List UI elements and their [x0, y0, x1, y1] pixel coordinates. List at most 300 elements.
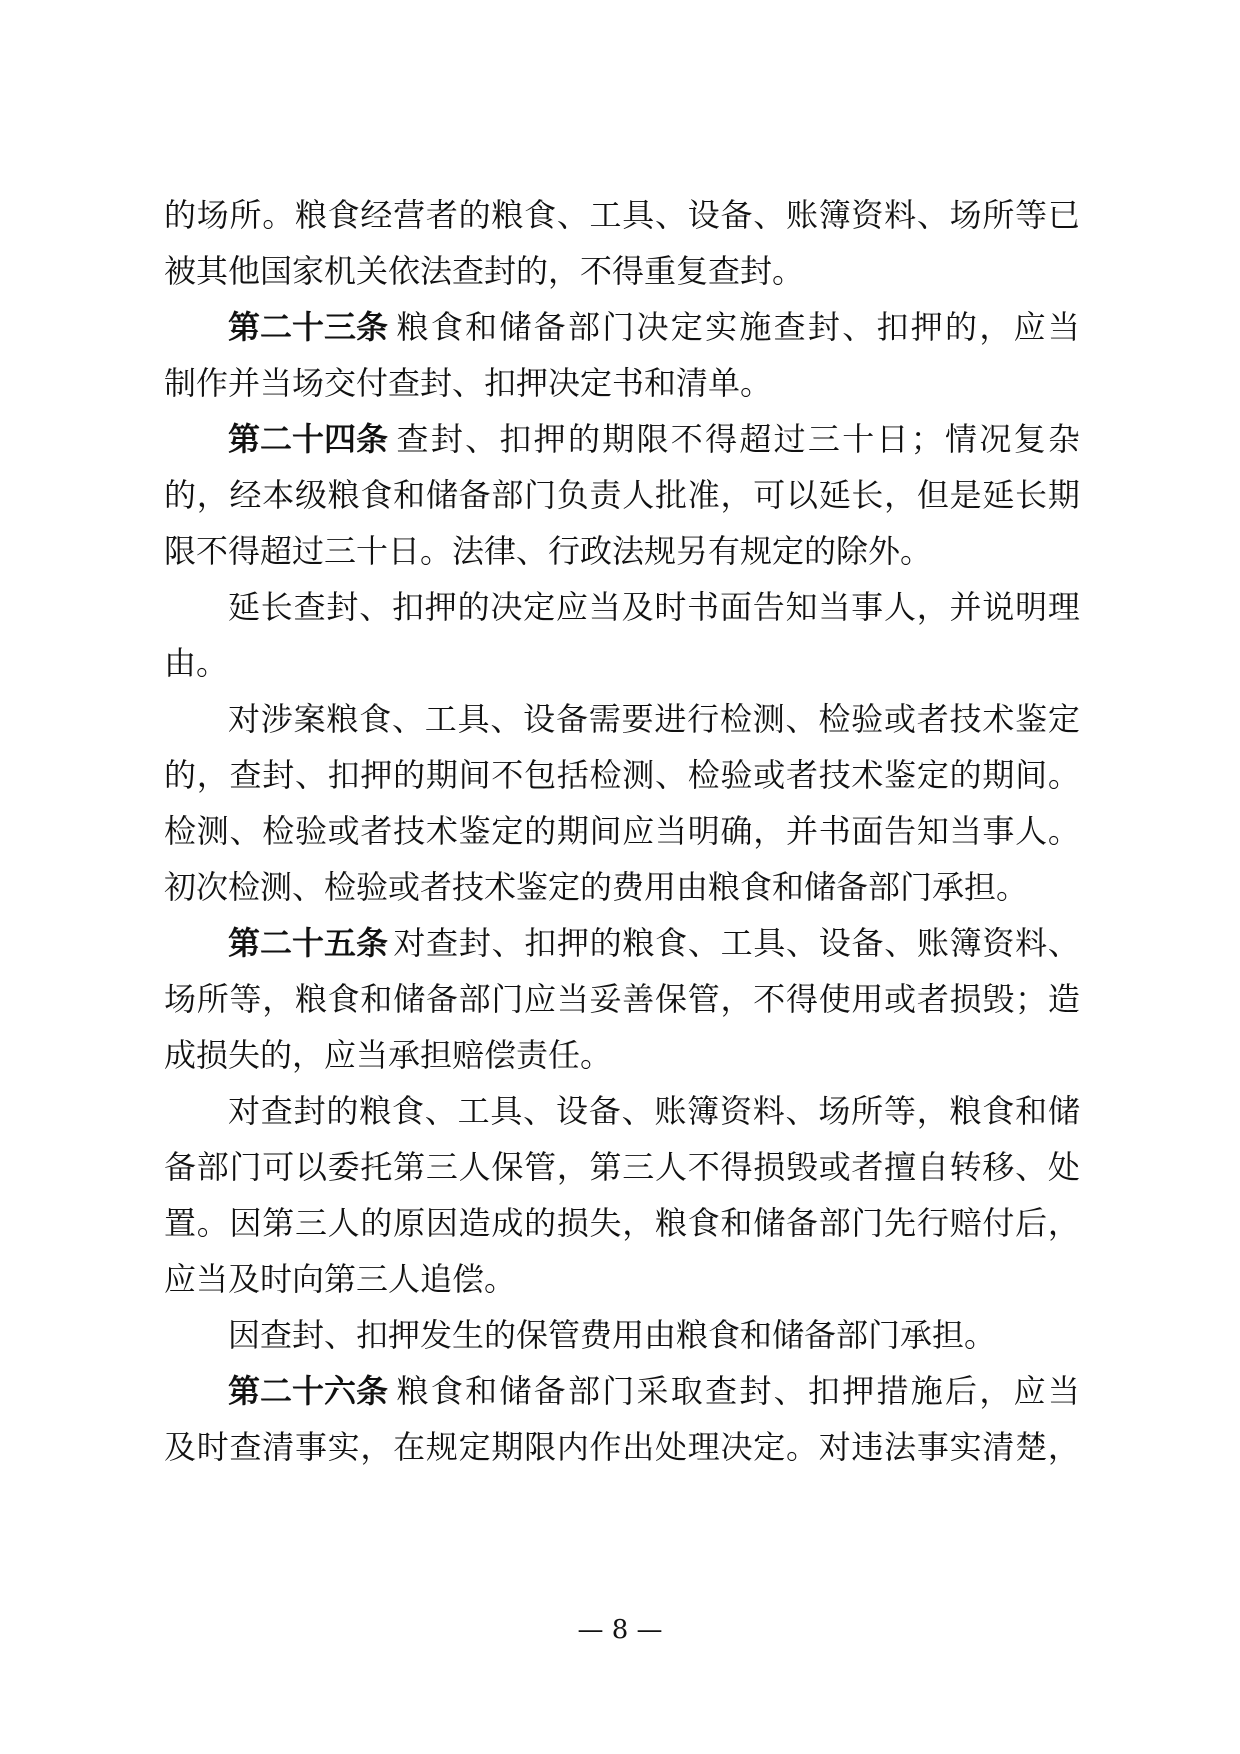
text-char: 押: [842, 1372, 875, 1410]
text-char: 所: [982, 196, 1015, 234]
text-char: 经: [229, 476, 262, 514]
text-char: 后: [945, 1372, 978, 1410]
text-char: 、: [655, 756, 688, 794]
text-char: 行: [916, 1204, 949, 1242]
text-char: 委: [327, 1148, 360, 1186]
text-char: 出: [622, 1428, 655, 1466]
text-char: 粮: [655, 1204, 688, 1242]
article-gap: [389, 917, 393, 969]
text-char: 书: [687, 588, 720, 626]
text-char: 面: [851, 812, 884, 850]
article-heading: 第二十四条: [228, 420, 389, 458]
text-char: 检: [687, 756, 720, 794]
text-char: 查: [705, 1372, 738, 1410]
text-char: 、: [621, 1092, 654, 1130]
text-char: 施: [739, 308, 772, 346]
text-char: 先: [884, 1204, 917, 1242]
text-char: 的: [949, 756, 982, 794]
text-char: 储: [1047, 1092, 1080, 1130]
text-char: 取: [670, 1372, 703, 1410]
text-char: 不: [670, 420, 703, 458]
text-char: 和: [360, 980, 393, 1018]
text-char: 可: [262, 1148, 295, 1186]
article-gap: [390, 1365, 394, 1417]
text-char: 、: [490, 700, 523, 738]
text-char: 要: [621, 700, 654, 738]
text-char: 人: [1015, 812, 1048, 850]
text-char: 实: [949, 1428, 982, 1466]
text-char: 、: [465, 420, 498, 458]
text-char: 扣: [876, 308, 909, 346]
text-char: 应: [1013, 308, 1046, 346]
text-char: 、: [359, 588, 392, 626]
text-char: 者: [360, 812, 393, 850]
text-char: 作: [589, 1428, 622, 1466]
text-char: 储: [753, 1204, 786, 1242]
text-char: 应: [555, 588, 588, 626]
text-char: 料: [884, 196, 917, 234]
text-char: 门: [851, 1204, 884, 1242]
text-char: 定: [1047, 700, 1080, 738]
text-char: 期: [556, 812, 589, 850]
text-char: 使: [818, 980, 851, 1018]
text-char: 食: [360, 476, 393, 514]
text-char: 、: [1047, 924, 1080, 962]
text-char: 粮: [949, 1092, 982, 1130]
text-char: 所: [229, 196, 262, 234]
text-char: 三: [425, 1148, 458, 1186]
text-char: 测: [622, 756, 655, 794]
text-char: 测: [752, 700, 785, 738]
text-char: 妥: [589, 980, 622, 1018]
text-char: 并: [785, 812, 818, 850]
text-char: 押: [910, 308, 943, 346]
text-char: 簿: [949, 924, 982, 962]
text-char: 准: [687, 476, 720, 514]
text-char: ，: [916, 1092, 949, 1130]
text-char: 移: [982, 1148, 1015, 1186]
text-char: 具: [753, 924, 786, 962]
text-char: 扣: [524, 924, 557, 962]
text-char: 备: [851, 924, 884, 962]
text-char: 毁: [785, 1148, 818, 1186]
text-char: 延: [818, 476, 851, 514]
text-char: 以: [785, 476, 818, 514]
text-char: 得: [720, 1148, 753, 1186]
text-char: 应: [622, 812, 655, 850]
text-char: 的: [524, 1204, 557, 1242]
text-char: 食: [391, 1092, 424, 1130]
text-char: 实: [327, 1428, 360, 1466]
text-char: 定: [753, 1428, 786, 1466]
text-char: 、: [687, 924, 720, 962]
text-char: 工: [720, 924, 753, 962]
text-char: 当: [949, 812, 982, 850]
text-char: 期: [1047, 476, 1080, 514]
text-char: 所: [196, 980, 229, 1018]
text-char: 应: [524, 980, 557, 1018]
text-char: 技: [393, 812, 426, 850]
text-char: 者: [916, 700, 949, 738]
text-char: 对: [818, 1428, 851, 1466]
text-char: 责: [589, 476, 622, 514]
text-char: 第: [589, 1148, 622, 1186]
text-char: 或: [818, 1148, 851, 1186]
text-char: 可: [753, 476, 786, 514]
text-char: ；: [910, 420, 943, 458]
text-char: 因: [425, 1204, 458, 1242]
text-char: 长: [1015, 476, 1048, 514]
text-char: 、: [785, 700, 818, 738]
text-char: 、: [916, 196, 949, 234]
text-char: 部: [567, 1372, 600, 1410]
text-char: 账: [785, 196, 818, 234]
text-char: 工: [424, 700, 457, 738]
text-char: 粮: [294, 980, 327, 1018]
text-char: 的: [164, 476, 197, 514]
text-char: 。: [1047, 812, 1080, 850]
text-char: 食: [430, 308, 463, 346]
text-char: 并: [949, 588, 982, 626]
text-char: 和: [720, 1204, 753, 1242]
text-char: 技: [949, 700, 982, 738]
text-char: 造: [458, 1204, 491, 1242]
article-line: [228, 301, 1080, 353]
text-char: 备: [458, 476, 491, 514]
text-char: 查: [773, 308, 806, 346]
text-char: 食: [687, 1204, 720, 1242]
text-char: 封: [326, 588, 359, 626]
text-char: 括: [556, 756, 589, 794]
text-char: 三: [807, 420, 840, 458]
text-char: 自: [916, 1148, 949, 1186]
text-char: 的: [457, 588, 490, 626]
text-char: 况: [979, 420, 1012, 458]
text-char: ，: [979, 1372, 1012, 1410]
text-char: 封: [262, 756, 295, 794]
text-char: 批: [655, 476, 688, 514]
text-char: 粮: [294, 196, 327, 234]
text-char: 扣: [391, 588, 424, 626]
text-char: 付: [982, 1204, 1015, 1242]
text-char: 者: [425, 196, 458, 234]
text-char: 场: [818, 1092, 851, 1130]
text-char: 超: [739, 420, 772, 458]
text-char: 设: [555, 1092, 588, 1130]
text-char: 托: [360, 1148, 393, 1186]
text-char: 成: [491, 1204, 524, 1242]
text-char: 造: [1047, 980, 1080, 1018]
text-char: 决: [636, 308, 669, 346]
text-char: 。: [1047, 756, 1080, 794]
text-char: 规: [425, 1428, 458, 1466]
text-char: ，: [196, 476, 229, 514]
text-char: 经: [360, 196, 393, 234]
text-char: 门: [602, 1372, 635, 1410]
text-char: 、: [523, 1092, 556, 1130]
text-char: 储: [425, 476, 458, 514]
text-char: 的: [567, 420, 600, 458]
text-char: 术: [425, 812, 458, 850]
text-char: 原: [393, 1204, 426, 1242]
text-char: 转: [949, 1148, 982, 1186]
text-char: 查: [426, 924, 459, 962]
text-char: 用: [851, 980, 884, 1018]
text-char: 具: [622, 196, 655, 234]
text-char: 和: [465, 1372, 498, 1410]
text-char: 押: [424, 588, 457, 626]
text-char: 应: [1013, 1372, 1046, 1410]
text-char: 得: [705, 420, 738, 458]
text-char: 当: [556, 980, 589, 1018]
text-char: 食: [524, 196, 557, 234]
text-char: 、: [655, 196, 688, 234]
text-line: 应当及时向第三人追偿。: [164, 1260, 517, 1298]
text-char: ，: [916, 588, 949, 626]
text-char: 者: [851, 1148, 884, 1186]
text-char: 、: [294, 756, 327, 794]
text-char: 。: [262, 196, 295, 234]
text-char: 工: [457, 1092, 490, 1130]
text-line: 限不得超过三十日。法律、行政法规另有规定的除外。: [164, 532, 933, 570]
text-char: 、: [556, 196, 589, 234]
text-char: 置: [164, 1204, 197, 1242]
text-char: 不: [753, 980, 786, 1018]
article-gap: [390, 413, 394, 465]
text-char: 得: [785, 980, 818, 1018]
text-char: 备: [533, 1372, 566, 1410]
text-char: 食: [359, 700, 392, 738]
text-char: 长: [851, 476, 884, 514]
text-char: 赔: [949, 1204, 982, 1242]
text-char: 楚: [1015, 1428, 1048, 1466]
text-char: 限: [636, 420, 669, 458]
text-char: 清: [262, 1428, 295, 1466]
text-char: 簿: [818, 196, 851, 234]
text-char: 当: [818, 588, 851, 626]
text-char: 查: [229, 1428, 262, 1466]
text-char: 当: [588, 588, 621, 626]
text-char: 案: [293, 700, 326, 738]
text-line: [228, 581, 1080, 633]
text-char: 包: [524, 756, 557, 794]
text-char: 清: [982, 1428, 1015, 1466]
text-char: 封: [430, 420, 463, 458]
text-line: 因查封、扣押发生的保管费用由粮食和储备部门承担。: [228, 1316, 997, 1354]
text-char: 间: [458, 756, 491, 794]
text-char: 验: [294, 812, 327, 850]
text-char: 当: [655, 812, 688, 850]
text-char: ，: [979, 308, 1012, 346]
text-char: 保: [491, 1148, 524, 1186]
text-char: 涉: [260, 700, 293, 738]
text-char: 和: [393, 476, 426, 514]
text-char: 损: [753, 1148, 786, 1186]
text-char: 人: [655, 1148, 688, 1186]
text-char: ，: [884, 476, 917, 514]
text-char: 、: [229, 812, 262, 850]
text-char: 备: [533, 308, 566, 346]
article-line: [228, 917, 1080, 969]
text-char: 本: [262, 476, 295, 514]
text-char: 食: [430, 1372, 463, 1410]
text-char: 鉴: [458, 812, 491, 850]
text-char: 人: [458, 1148, 491, 1186]
text-char: 押: [360, 756, 393, 794]
text-char: 扣: [499, 420, 532, 458]
text-char: 的: [945, 308, 978, 346]
text-char: 的: [524, 812, 557, 850]
text-char: 延: [228, 588, 261, 626]
text-char: 者: [916, 980, 949, 1018]
text-char: 告: [752, 588, 785, 626]
text-char: 期: [602, 420, 635, 458]
text-line: [164, 1197, 1080, 1249]
text-char: 在: [393, 1428, 426, 1466]
text-char: 措: [876, 1372, 909, 1410]
text-char: 采: [636, 1372, 669, 1410]
text-char: 测: [196, 812, 229, 850]
text-char: 告: [884, 812, 917, 850]
text-char: 善: [622, 980, 655, 1018]
text-line: [164, 469, 1080, 521]
text-line: 被其他国家机关依法查封的，不得重复查封。: [164, 252, 805, 290]
text-char: ，: [720, 476, 753, 514]
text-char: 三: [294, 1204, 327, 1242]
text-char: 或: [883, 700, 916, 738]
text-char: 期: [425, 756, 458, 794]
text-char: 粮: [396, 308, 429, 346]
text-char: 进: [654, 700, 687, 738]
text-char: ；: [1015, 980, 1048, 1018]
text-char: 具: [490, 1092, 523, 1130]
text-char: 粮: [622, 924, 655, 962]
text-char: 账: [654, 1092, 687, 1130]
text-char: 储: [499, 1372, 532, 1410]
text-char: 验: [851, 700, 884, 738]
text-char: 对: [228, 1092, 261, 1130]
text-char: 长: [260, 588, 293, 626]
text-char: 不: [491, 756, 524, 794]
text-char: ，: [262, 980, 295, 1018]
text-char: 决: [490, 588, 523, 626]
text-char: 是: [949, 476, 982, 514]
text-char: 理: [1047, 588, 1080, 626]
text-char: 事: [294, 1428, 327, 1466]
text-char: 定: [916, 756, 949, 794]
text-char: 具: [457, 700, 490, 738]
page-number: — 8 —: [577, 1615, 663, 1645]
text-char: 复: [1013, 420, 1046, 458]
text-char: 粮: [327, 476, 360, 514]
text-line: 由。: [164, 644, 229, 682]
text-char: 资: [719, 1092, 752, 1130]
text-char: 粮: [491, 196, 524, 234]
text-char: 等: [883, 1092, 916, 1130]
text-char: 行: [687, 700, 720, 738]
text-char: 延: [982, 476, 1015, 514]
text-char: 不: [687, 1148, 720, 1186]
text-char: 扣: [327, 756, 360, 794]
text-char: 当: [1047, 1372, 1080, 1410]
text-char: 和: [1015, 1092, 1048, 1130]
text-char: 资: [851, 196, 884, 234]
text-char: 粮: [359, 1092, 392, 1130]
article-heading: 第二十五条: [228, 924, 389, 962]
text-char: 扣: [807, 1372, 840, 1410]
text-char: 封: [739, 1372, 772, 1410]
text-char: 食: [327, 196, 360, 234]
text-char: 料: [752, 1092, 785, 1130]
text-char: 、: [1015, 1148, 1048, 1186]
text-char: 管: [687, 980, 720, 1018]
text-line: 成损失的，应当承担赔偿责任。: [164, 1036, 613, 1074]
text-char: 、: [491, 924, 524, 962]
text-char: 期: [491, 1428, 524, 1466]
text-char: 设: [523, 700, 556, 738]
text-char: 确: [720, 812, 753, 850]
text-char: ，: [753, 812, 786, 850]
text-char: 定: [523, 588, 556, 626]
text-char: 事: [982, 812, 1015, 850]
text-line: [164, 805, 1080, 857]
text-char: 部: [196, 1148, 229, 1186]
text-char: 押: [533, 420, 566, 458]
text-char: 设: [818, 924, 851, 962]
text-char: 当: [1047, 308, 1080, 346]
text-char: 查: [229, 756, 262, 794]
text-char: 封: [458, 924, 491, 962]
text-char: 粮: [396, 1372, 429, 1410]
text-char: 内: [556, 1428, 589, 1466]
text-char: 对: [228, 700, 261, 738]
text-char: 明: [687, 812, 720, 850]
text-char: 或: [884, 980, 917, 1018]
text-char: 人: [883, 588, 916, 626]
text-char: 限: [524, 1428, 557, 1466]
text-char: 事: [851, 588, 884, 626]
text-char: 簿: [687, 1092, 720, 1130]
article-line: [228, 413, 1080, 465]
text-char: 者: [785, 756, 818, 794]
text-char: 食: [655, 924, 688, 962]
text-char: 。: [196, 1204, 229, 1242]
text-char: 擅: [884, 1148, 917, 1186]
article-line: [228, 1365, 1080, 1417]
text-char: 备: [785, 1204, 818, 1242]
text-char: 检: [262, 812, 295, 850]
text-char: 门: [602, 308, 635, 346]
text-char: 查: [293, 588, 326, 626]
text-char: 定: [491, 812, 524, 850]
text-char: 说: [982, 588, 1015, 626]
text-char: 失: [589, 1204, 622, 1242]
text-char: 食: [327, 980, 360, 1018]
text-char: 场: [949, 196, 982, 234]
text-char: 、: [773, 1372, 806, 1410]
text-char: 术: [982, 700, 1015, 738]
text-char: 的: [393, 756, 426, 794]
text-char: 第: [262, 1204, 295, 1242]
text-char: ，: [196, 756, 229, 794]
text-char: 检: [164, 812, 197, 850]
text-char: 级: [294, 476, 327, 514]
text-char: 负: [556, 476, 589, 514]
text-char: 场: [196, 196, 229, 234]
text-char: 的: [164, 756, 197, 794]
text-char: 间: [1015, 756, 1048, 794]
text-char: 封: [807, 308, 840, 346]
